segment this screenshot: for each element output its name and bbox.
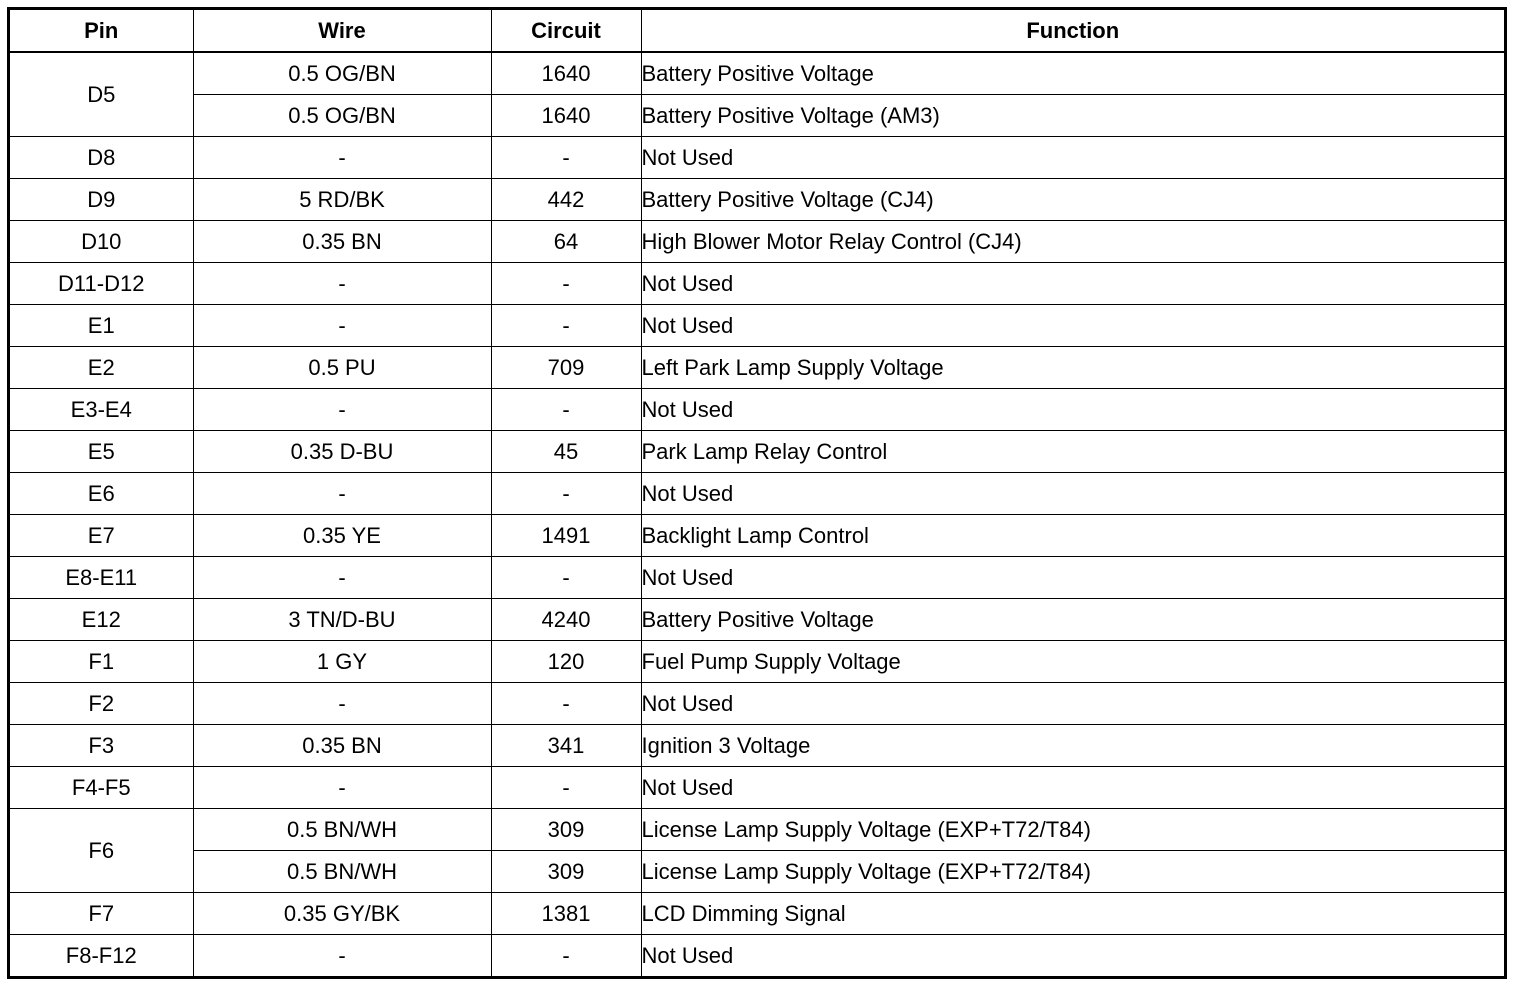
wire-cell: 0.35 GY/BK	[193, 893, 491, 935]
circuit-cell: -	[491, 305, 641, 347]
circuit-cell: -	[491, 683, 641, 725]
circuit-cell: 120	[491, 641, 641, 683]
circuit-cell: 709	[491, 347, 641, 389]
table-row	[10, 263, 1504, 305]
wire-cell: -	[193, 263, 491, 305]
wire-cell: -	[193, 767, 491, 809]
pin-cell: D10	[10, 221, 193, 263]
pin-cell: F8-F12	[10, 935, 193, 977]
pin-cell: E3-E4	[10, 389, 193, 431]
table-row	[10, 935, 1504, 977]
table-row	[10, 809, 1504, 851]
wire-cell: -	[193, 935, 491, 977]
function-cell: Not Used	[641, 767, 1504, 809]
circuit-cell: 1640	[491, 52, 641, 95]
table-row	[10, 137, 1504, 179]
function-cell: Fuel Pump Supply Voltage	[641, 641, 1504, 683]
table-row	[10, 431, 1504, 473]
pinout-table	[10, 10, 1504, 976]
circuit-cell: -	[491, 263, 641, 305]
circuit-cell: 64	[491, 221, 641, 263]
wire-cell: -	[193, 389, 491, 431]
pin-cell: D5	[10, 52, 193, 137]
header-function: Function	[641, 10, 1504, 52]
table-row	[10, 893, 1504, 935]
function-cell: Not Used	[641, 683, 1504, 725]
table-row	[10, 389, 1504, 431]
circuit-cell: 45	[491, 431, 641, 473]
table-row	[10, 641, 1504, 683]
header-circuit: Circuit	[491, 10, 641, 52]
function-cell: High Blower Motor Relay Control (CJ4)	[641, 221, 1504, 263]
wire-cell: 0.5 OG/BN	[193, 95, 491, 137]
function-cell: License Lamp Supply Voltage (EXP+T72/T84)	[641, 809, 1504, 851]
pin-cell: E6	[10, 473, 193, 515]
wire-cell: 1 GY	[193, 641, 491, 683]
function-cell: Not Used	[641, 473, 1504, 515]
pin-cell: F3	[10, 725, 193, 767]
wire-cell: 5 RD/BK	[193, 179, 491, 221]
table-row	[10, 725, 1504, 767]
function-cell: Backlight Lamp Control	[641, 515, 1504, 557]
circuit-cell: 1381	[491, 893, 641, 935]
circuit-cell: -	[491, 557, 641, 599]
wire-cell: 0.5 OG/BN	[193, 52, 491, 95]
function-cell: License Lamp Supply Voltage (EXP+T72/T84)	[641, 851, 1504, 893]
function-cell: LCD Dimming Signal	[641, 893, 1504, 935]
table-row	[10, 52, 1504, 95]
circuit-cell: 309	[491, 851, 641, 893]
function-cell: Battery Positive Voltage	[641, 52, 1504, 95]
header-wire: Wire	[193, 10, 491, 52]
pin-cell: F4-F5	[10, 767, 193, 809]
circuit-cell: 442	[491, 179, 641, 221]
pin-cell: E12	[10, 599, 193, 641]
function-cell: Not Used	[641, 137, 1504, 179]
wire-cell: 0.35 BN	[193, 221, 491, 263]
wire-cell: 0.5 BN/WH	[193, 851, 491, 893]
connector-pinout-sheet	[7, 7, 1507, 979]
pin-cell: E7	[10, 515, 193, 557]
pin-cell: E5	[10, 431, 193, 473]
table-row	[10, 473, 1504, 515]
circuit-cell: 309	[491, 809, 641, 851]
header-row	[10, 10, 1504, 52]
table-row	[10, 95, 1504, 137]
pin-cell: F7	[10, 893, 193, 935]
pin-cell: D8	[10, 137, 193, 179]
wire-cell: 0.35 BN	[193, 725, 491, 767]
function-cell: Battery Positive Voltage (CJ4)	[641, 179, 1504, 221]
circuit-cell: 1640	[491, 95, 641, 137]
pin-cell: F6	[10, 809, 193, 893]
table-row	[10, 557, 1504, 599]
pin-cell: D11-D12	[10, 263, 193, 305]
circuit-cell: -	[491, 137, 641, 179]
table-row	[10, 599, 1504, 641]
wire-cell: -	[193, 557, 491, 599]
function-cell: Not Used	[641, 263, 1504, 305]
circuit-cell: -	[491, 767, 641, 809]
function-cell: Battery Positive Voltage	[641, 599, 1504, 641]
header-pin: Pin	[10, 10, 193, 52]
function-cell: Not Used	[641, 305, 1504, 347]
table-row	[10, 179, 1504, 221]
pin-cell: F2	[10, 683, 193, 725]
circuit-cell: 341	[491, 725, 641, 767]
wire-cell: 3 TN/D-BU	[193, 599, 491, 641]
function-cell: Battery Positive Voltage (AM3)	[641, 95, 1504, 137]
wire-cell: -	[193, 137, 491, 179]
function-cell: Not Used	[641, 557, 1504, 599]
function-cell: Park Lamp Relay Control	[641, 431, 1504, 473]
table-row	[10, 515, 1504, 557]
circuit-cell: 1491	[491, 515, 641, 557]
wire-cell: 0.5 PU	[193, 347, 491, 389]
table-row	[10, 851, 1504, 893]
circuit-cell: -	[491, 935, 641, 977]
pin-cell: E8-E11	[10, 557, 193, 599]
pin-cell: E2	[10, 347, 193, 389]
function-cell: Ignition 3 Voltage	[641, 725, 1504, 767]
wire-cell: 0.5 BN/WH	[193, 809, 491, 851]
function-cell: Not Used	[641, 389, 1504, 431]
wire-cell: -	[193, 683, 491, 725]
circuit-cell: 4240	[491, 599, 641, 641]
table-row	[10, 683, 1504, 725]
wire-cell: 0.35 YE	[193, 515, 491, 557]
wire-cell: -	[193, 473, 491, 515]
function-cell: Not Used	[641, 935, 1504, 977]
wire-cell: 0.35 D-BU	[193, 431, 491, 473]
pin-cell: E1	[10, 305, 193, 347]
function-cell: Left Park Lamp Supply Voltage	[641, 347, 1504, 389]
table-row	[10, 305, 1504, 347]
table-row	[10, 347, 1504, 389]
pin-cell: D9	[10, 179, 193, 221]
wire-cell: -	[193, 305, 491, 347]
table-row	[10, 767, 1504, 809]
table-row	[10, 221, 1504, 263]
circuit-cell: -	[491, 389, 641, 431]
pin-cell: F1	[10, 641, 193, 683]
circuit-cell: -	[491, 473, 641, 515]
